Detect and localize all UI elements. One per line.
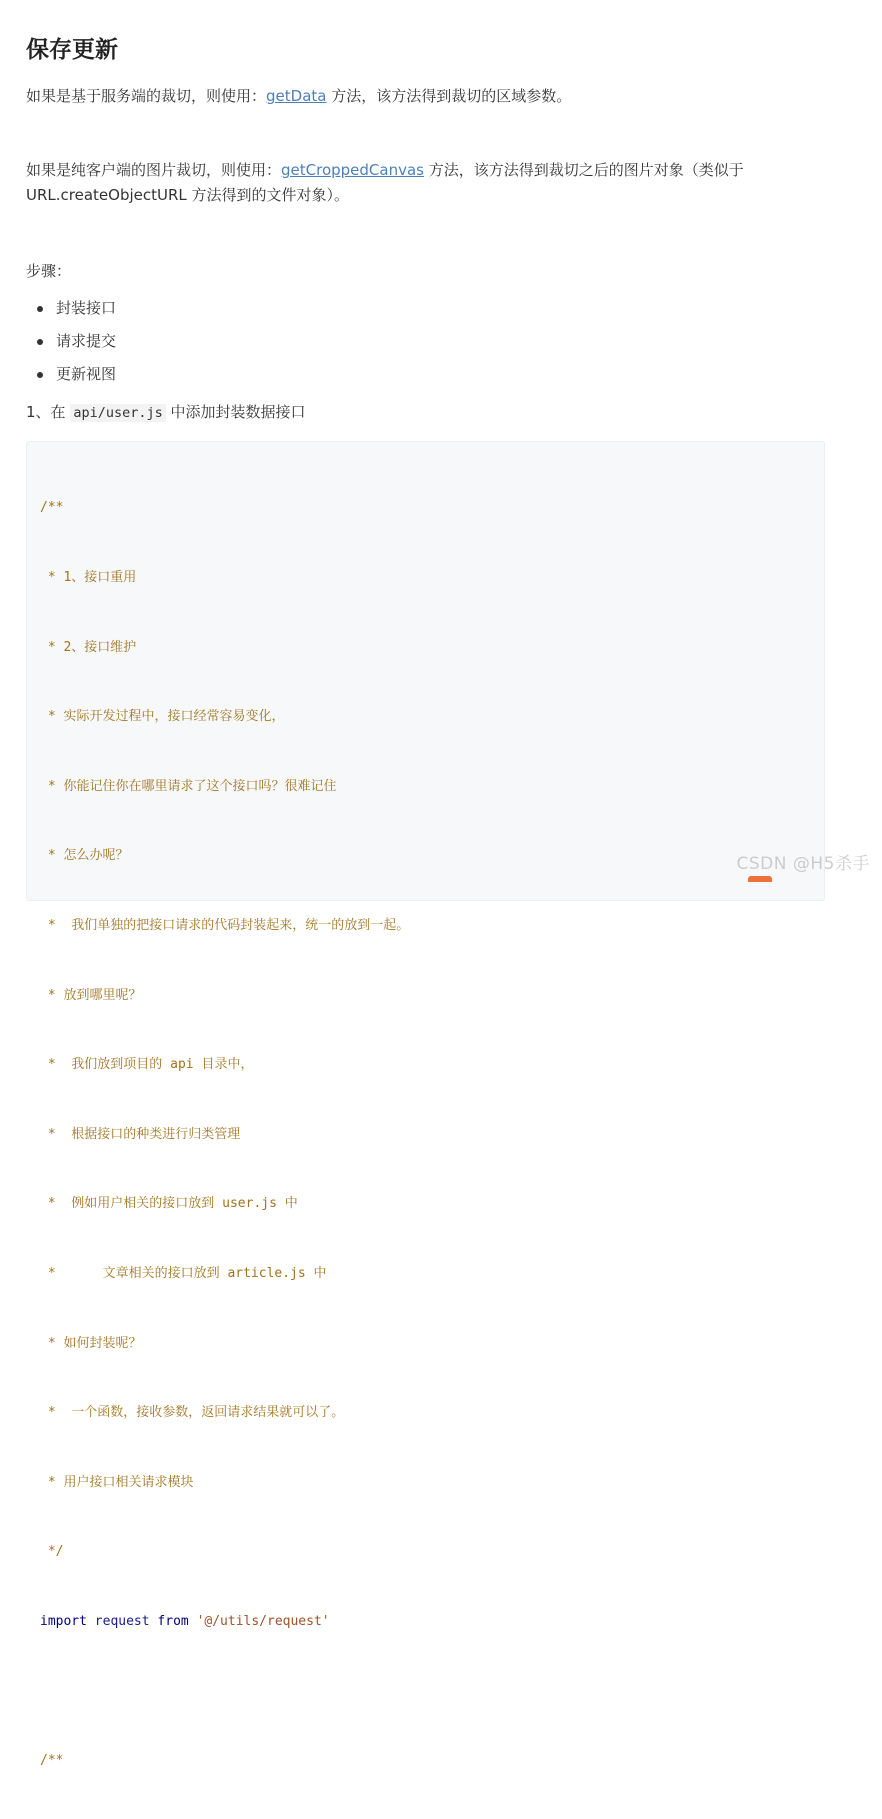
bullet-icon — [37, 306, 43, 312]
getdata-link[interactable]: getData — [266, 87, 327, 105]
code-keyword: import — [40, 1613, 87, 1629]
paragraph-step-one — [26, 400, 816, 426]
code-comment-line: * 2、接口维护 — [40, 639, 137, 655]
paragraph-getdata — [26, 84, 816, 109]
steps-list — [26, 296, 116, 395]
list-item — [26, 329, 116, 362]
code-comment-line: * 用户接口相关请求模块 — [40, 1474, 194, 1490]
code-comment-line: * 怎么办呢？ — [40, 848, 129, 864]
paragraph-text: 中添加封装数据接口 — [165, 403, 306, 421]
code-comment-line: * 一个函数，接收参数，返回请求结果就可以了。 — [40, 1405, 345, 1421]
paragraph-text: 如果是纯客户端的图片裁切，则使用： — [26, 161, 282, 179]
code-comment-line: * 根据接口的种类进行归类管理 — [40, 1126, 241, 1142]
paragraph-text: 方法，该方法得到裁切的区域参数。 — [326, 87, 572, 105]
bullet-icon — [37, 372, 43, 378]
step-label: 更新视图 — [56, 365, 117, 383]
code-comment-line: /** — [40, 1753, 64, 1769]
steps-label: 步骤： — [26, 262, 72, 280]
watermark-text: CSDN @H5杀手 — [736, 854, 870, 874]
csdn-watermark — [737, 849, 870, 874]
code-comment-line: */ — [40, 1544, 64, 1560]
code-lines — [40, 450, 409, 1819]
code-comment-line: * 实际开发过程中，接口经常容易变化， — [40, 709, 285, 725]
list-item — [26, 362, 116, 395]
code-comment-line: * 放到哪里呢？ — [40, 987, 142, 1003]
paragraph-getcroppedcanvas — [26, 158, 816, 208]
code-comment-line: /** — [40, 500, 64, 516]
code-comment-line: * 我们单独的把接口请求的代码封装起来，统一的放到一起。 — [40, 917, 410, 933]
inline-code: api/user.js — [70, 404, 165, 422]
step-label: 封装接口 — [56, 299, 117, 317]
bullet-icon — [37, 339, 43, 345]
paragraph-text: 如果是基于服务端的裁切，则使用： — [26, 87, 267, 105]
code-comment-line: * 你能记住你在哪里请求了这个接口吗？很难记住 — [40, 778, 337, 794]
code-comment-line: * 文章相关的接口放到 article.js 中 — [40, 1265, 327, 1281]
code-identifier: request — [94, 1613, 150, 1629]
code-blank-line — [40, 1680, 409, 1703]
getcroppedcanvas-link[interactable]: getCroppedCanvas — [281, 161, 424, 179]
paragraph-text: 方法，该方法得到裁切之后的图片对象（类似于 URL.createObjectURL 方法得到的文件对象）。 — [26, 161, 744, 204]
step-label: 请求提交 — [56, 332, 117, 350]
code-comment-line: * 我们放到项目的 api 目录中， — [40, 1057, 254, 1073]
code-comment-line: * 如何封装呢？ — [40, 1335, 142, 1351]
paragraph-text: 1、在 — [26, 403, 71, 421]
section-heading: 保存更新 — [26, 37, 118, 63]
code-block[interactable] — [26, 441, 825, 1769]
code-import-line — [40, 1610, 409, 1633]
scroll-to-top-icon[interactable] — [748, 876, 772, 882]
code-comment-line: * 例如用户相关的接口放到 user.js 中 — [40, 1196, 298, 1212]
code-string: '@/utils/request' — [196, 1613, 330, 1629]
code-comment-line: * 1、接口重用 — [40, 570, 137, 585]
code-keyword: from — [157, 1613, 189, 1629]
list-item — [26, 296, 116, 329]
